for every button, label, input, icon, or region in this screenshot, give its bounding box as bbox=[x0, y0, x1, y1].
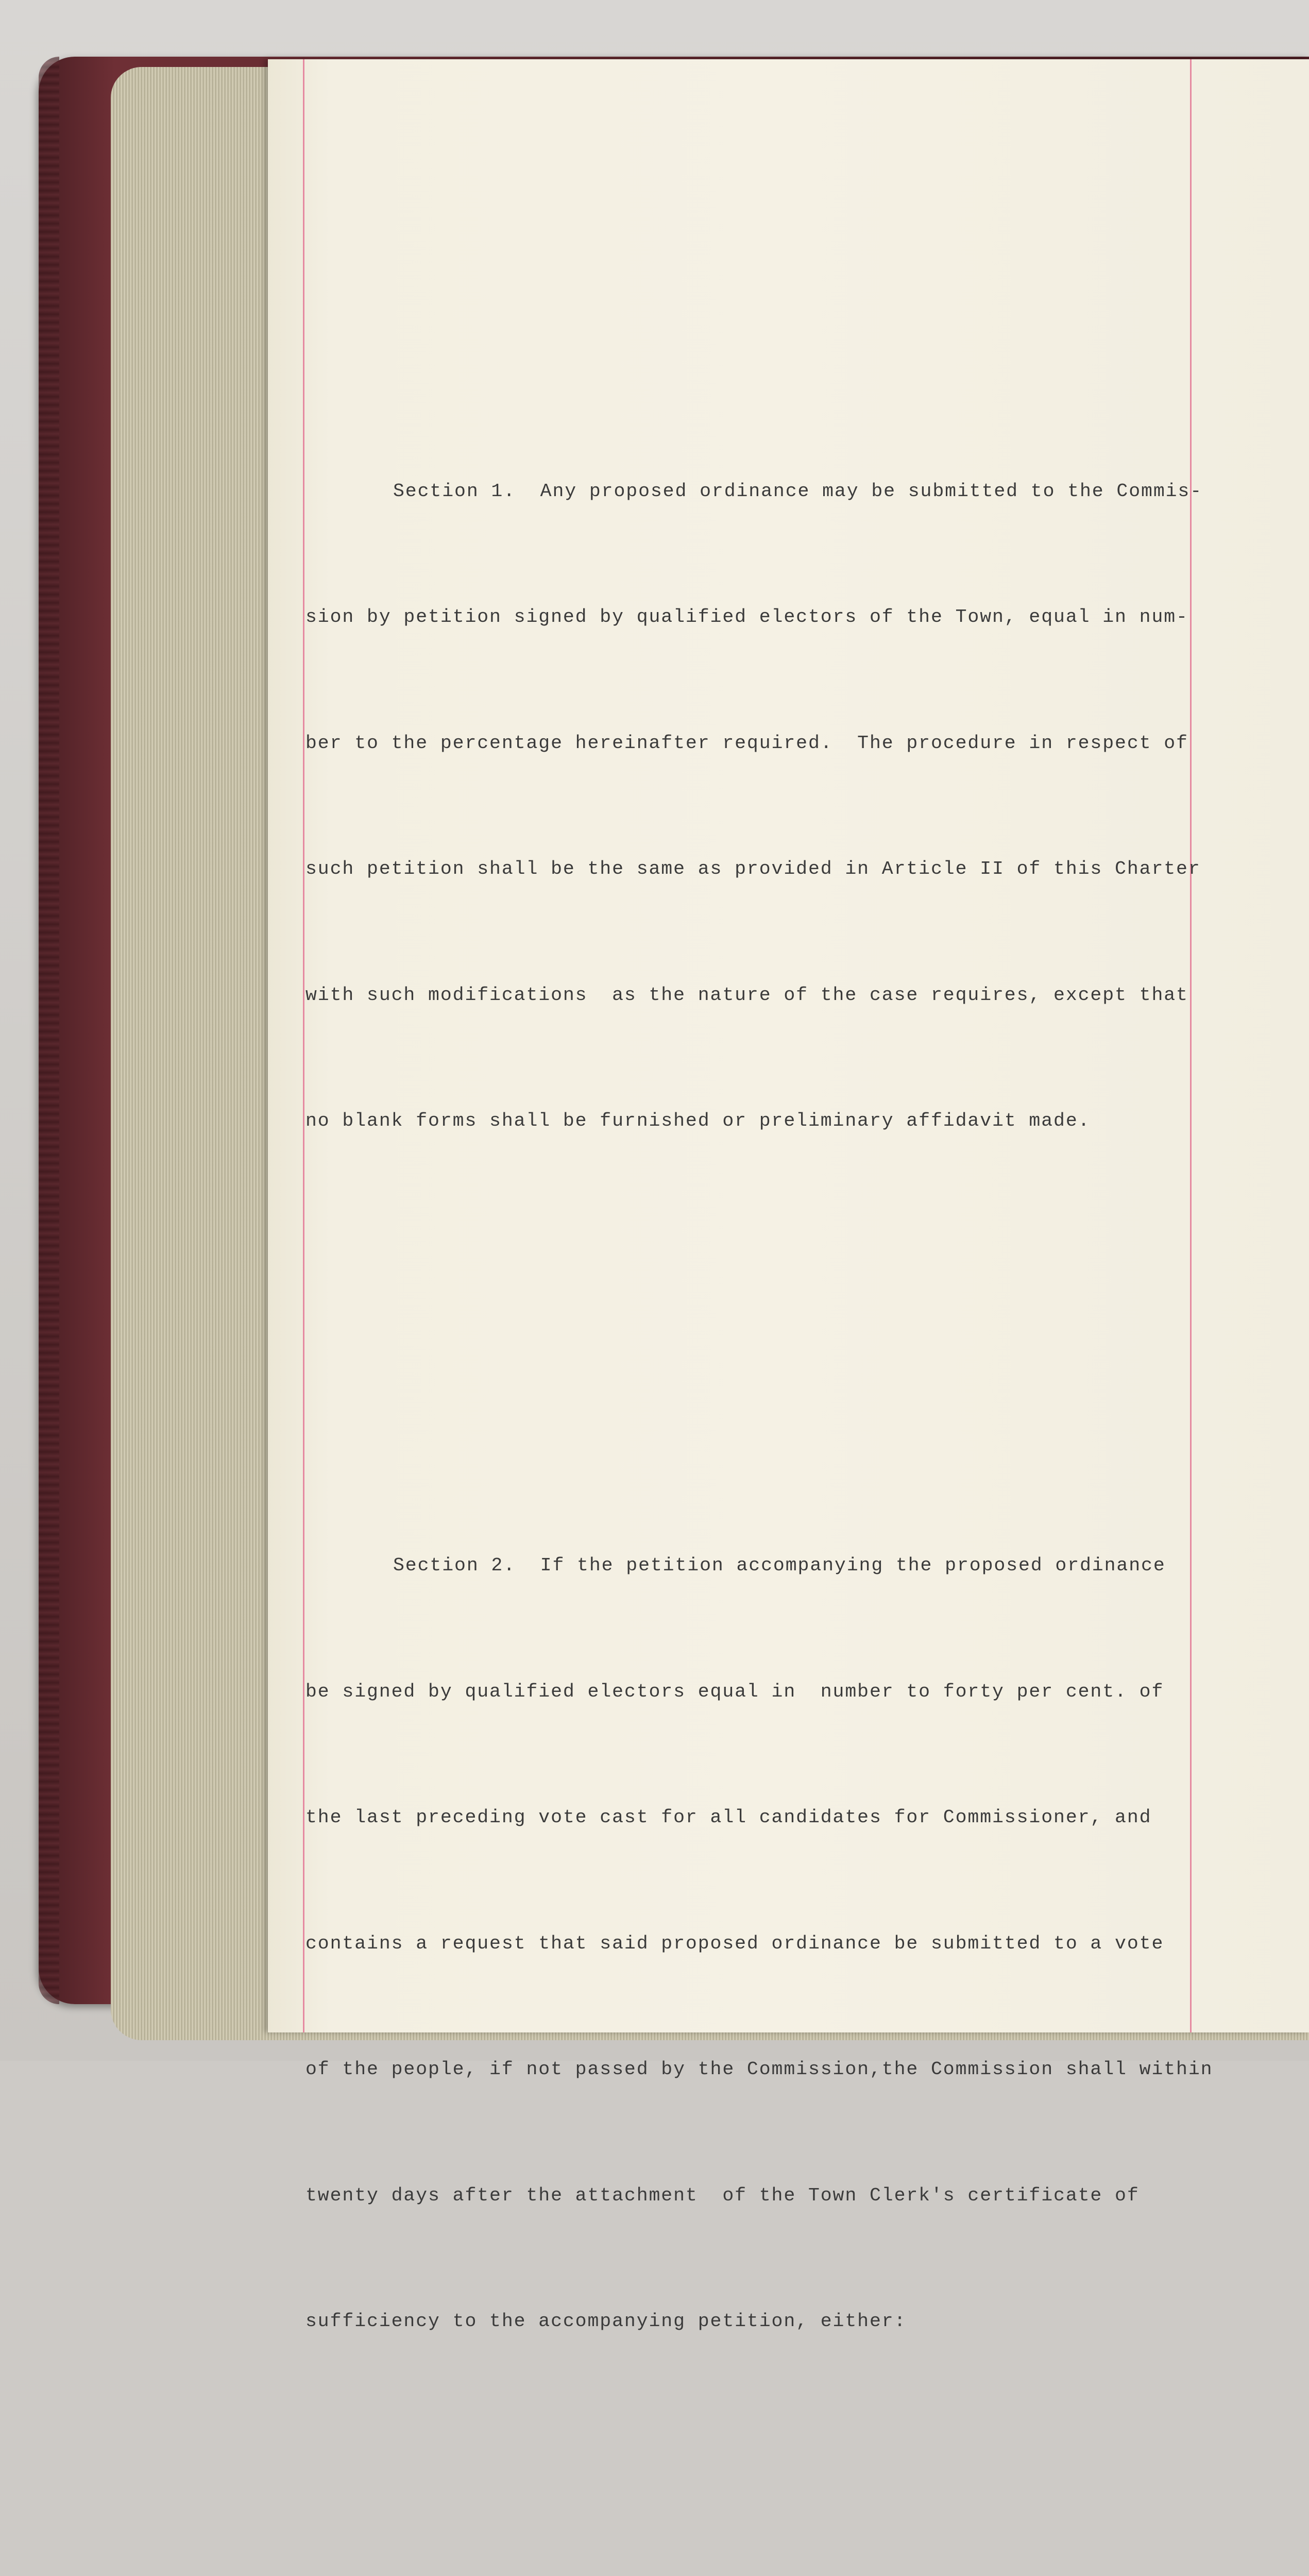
text-line: sufficiency to the accompanying petition, either: bbox=[305, 2311, 907, 2332]
text-line: Section 2. If the petition accompanying the proposed ordinance bbox=[393, 1555, 1166, 1576]
book-spine-edge bbox=[39, 57, 59, 2004]
left-margin-rule bbox=[303, 59, 304, 2032]
typed-text-body bbox=[305, 260, 1213, 2576]
text-line: contains a request that said proposed ordinance be submitted to a vote bbox=[305, 1933, 1164, 1954]
text-line: ber to the percentage hereinafter required. The procedure in respect of bbox=[305, 732, 1188, 754]
text-line: of the people, if not passed by the Commission,the Commission shall within bbox=[305, 2059, 1213, 2080]
text-line: twenty days after the attachment of the Town Clerk's certificate of bbox=[305, 2184, 1140, 2206]
text-line: sion by petition signed by qualified electors of the Town, equal in num- bbox=[305, 606, 1188, 628]
text-line: the last preceding vote cast for all candidates for Commissioner, and bbox=[305, 1807, 1152, 1828]
section-1-paragraph bbox=[305, 386, 1204, 1226]
text-line: be signed by qualified electors equal in number to forty per cent. of bbox=[305, 1681, 1164, 1702]
text-line: such petition shall be the same as provided in Article II of this Charter bbox=[305, 858, 1201, 879]
text-line: no blank forms shall be furnished or preliminary affidavit made. bbox=[305, 1110, 1091, 1131]
text-line: Section 1. Any proposed ordinance may be submitted to the Commis- bbox=[393, 480, 1203, 502]
text-line: with such modifications as the nature of the case requires, except that bbox=[305, 984, 1188, 1006]
section-2-paragraph bbox=[305, 1461, 1213, 2427]
